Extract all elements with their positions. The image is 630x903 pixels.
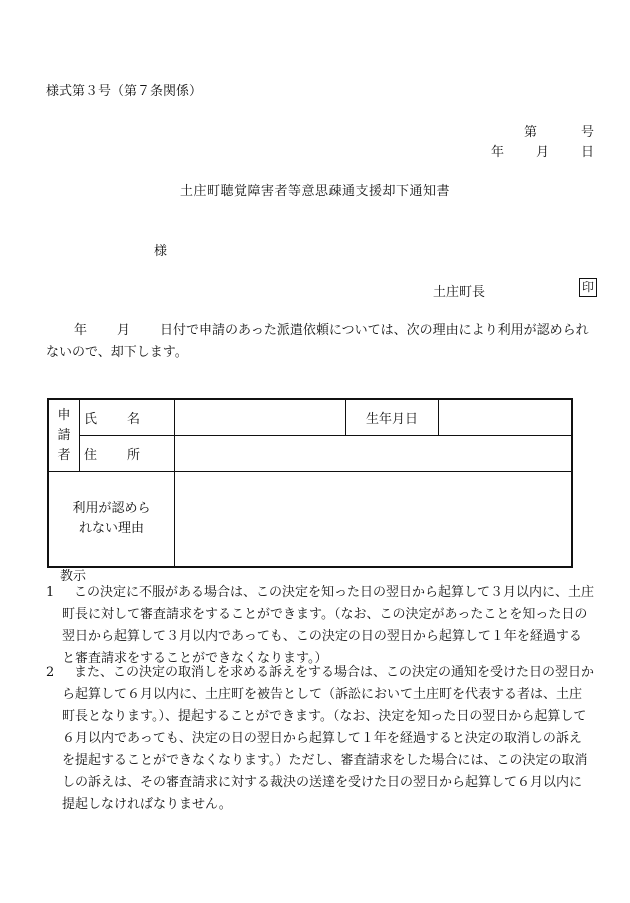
date-month: 月 bbox=[535, 145, 549, 160]
name-label-cell bbox=[80, 399, 175, 436]
applicant-char: 申 bbox=[57, 407, 71, 423]
applicant-label bbox=[48, 399, 80, 472]
item-text: この決定に不服がある場合は、この決定を知った日の翌日から起算して３月以内に、土庄町長に対して審査請求をすることができます。（なお、この決定があったことを知った日の翌日から起算して３月以内であっても、この決定の日の翌日から起算して１年を経過すると審査請求をすることができなくなります。） bbox=[62, 585, 595, 666]
notice-body bbox=[46, 320, 594, 364]
address-label: 住所 bbox=[83, 448, 170, 463]
instruction-heading: 教示 bbox=[60, 569, 87, 584]
form-number: 様式第３号（第７条関係） bbox=[46, 84, 203, 99]
sender-name: 土庄町長 bbox=[433, 285, 486, 300]
applicant-char: 者 bbox=[57, 447, 71, 463]
birth-value[interactable] bbox=[439, 399, 573, 436]
body-rest: 日付で申請のあった派遣依頼については、次の理由により利用が認められないので、却下します。 bbox=[46, 323, 589, 360]
item-number: 1 bbox=[46, 585, 55, 600]
instruction-item bbox=[46, 582, 594, 670]
applicant-table bbox=[47, 398, 573, 568]
item-number: 2 bbox=[46, 665, 55, 680]
body-year: 年 bbox=[74, 323, 88, 338]
addressee-suffix: 様 bbox=[154, 244, 168, 259]
body-month: 月 bbox=[117, 323, 131, 338]
item-text: また、この決定の取消しを求める訴えをする場合は、この決定の通知を受けた日の翌日から起算して６月以内に、土庄町を被告として（訴訟において土庄町を代表する者は、土庄町長となります。）、提起することができます。（なお、決定を知った日の翌日から起算して６月以内であっても、決定の日の翌日から起算して１年を経過すると決定の取消しの訴えを提起することができなくなります。）ただし、審査請求をした場合には、この決定の取消しの訴えは、その審査請求に対する裁決の送達を受けた日の翌日から起算して６月以内に提起しなければなりません。 bbox=[62, 665, 595, 812]
address-value[interactable] bbox=[175, 436, 573, 472]
birth-label: 生年月日 bbox=[346, 399, 439, 436]
document-number bbox=[524, 121, 594, 140]
seal-mark: 印 bbox=[579, 278, 597, 297]
reason-label-line2: れない理由 bbox=[78, 521, 144, 536]
document-title: 土庄町聴覚障害者等意思疎通支援却下通知書 bbox=[179, 184, 450, 199]
date-year: 年 bbox=[490, 145, 504, 160]
instruction-item bbox=[46, 662, 594, 816]
document-date bbox=[491, 141, 594, 160]
name-value[interactable] bbox=[175, 399, 346, 436]
reason-label-line1: 利用が認めら bbox=[72, 501, 151, 516]
reason-label bbox=[48, 472, 175, 568]
reason-value[interactable] bbox=[175, 472, 573, 568]
doc-number-go: 号 bbox=[580, 125, 594, 140]
doc-number-dai: 第 bbox=[523, 125, 537, 140]
date-day: 日 bbox=[580, 145, 594, 160]
address-label-cell bbox=[80, 436, 175, 472]
applicant-char: 請 bbox=[57, 427, 71, 443]
name-label: 氏名 bbox=[83, 412, 170, 427]
